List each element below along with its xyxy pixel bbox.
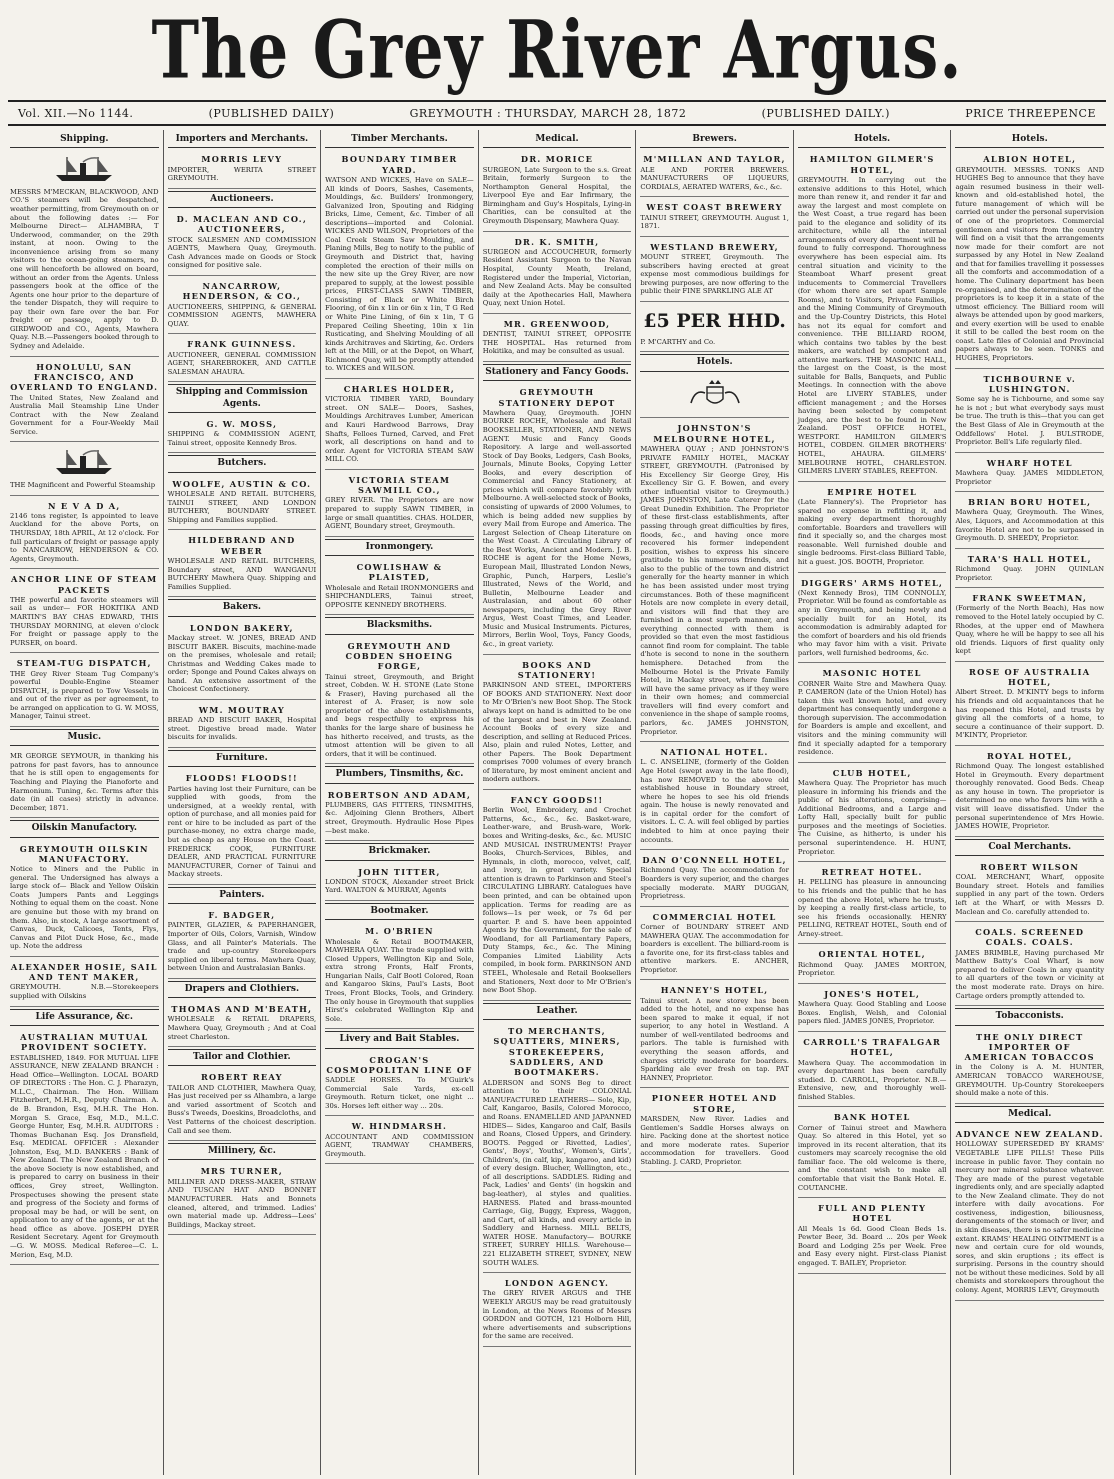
ad-heading: ALBION HOTEL, bbox=[983, 154, 1077, 165]
advertisement bbox=[10, 959, 159, 1007]
ad-body: AUCTIONEERS, SHIPPING, & GENERAL COMMISSION AGENTS, MAWHERA QUAY. bbox=[167, 302, 317, 328]
advertisement bbox=[10, 655, 159, 727]
ad-body: ALDERSON and SONS Beg to direct attention to their COLONIAL MANUFACTURED LEATHERS— Sole, Kip, Calf, Kangaroo, Basils, Colored Morocco, and Roans. ENAMELLED AND JAPANNED HIDES— Sides, Kangaroo and Calf, Basils and Roans, Closed Uppers, and Grindery. BOOTS. Pegged or Rivetted, Ladies', Gents', Boys', Youths', Women's, Girls', Children's, (in calf, kip, kangaroo, and kid) of every design. Blucher, Wellington, etc., of all descriptions. SADDLES. Riding and Pack, Ladies' and Gents' (in hogskin and bag-leather), al styles and qualities. HARNESS. Plated and brass-mounted Carriage, Gig, Buggy, Express, Waggon, and Cart, of all kinds, and every article in Saddlery and Harness. MILL BELTS, WATER HOSE. Manufactory— BOURKE STREET, SURREY HILLS. Warehouse— 221 ELIZABETH STREET, SYDNEY, NEW SOUTH WALES. bbox=[482, 1078, 632, 1267]
section-header: Hotels. bbox=[640, 354, 789, 371]
advertisement bbox=[640, 744, 789, 850]
ad-body: JAMES BRIMBLE, Having purchased Mr Matthew Batty's Coal Wharf, is now prepared to deliver Coals in any quantity to all quarters of the town or vicinity at the most moderate rate. Drays on hire. Cartage orders promptly attended to. bbox=[955, 948, 1105, 1000]
ad-heading: ALEXANDER HOSIE, SAIL AND TENT MAKER, bbox=[10, 961, 158, 983]
advertisement bbox=[483, 234, 632, 314]
advertisement bbox=[798, 1034, 947, 1107]
ad-body: GREYMOUTH. In carrying out the extensive additions to this Hotel, which more than renew it, and render it far and away the largest and most complete on the West Coast, a true regard has been paid to the elegance and solidity of its architecture, while all the internal arrangements of every department will be found to fully correspond. Thoroughness everywhere has been especial aim. Its central situation and vicinity to the Steamboat Wharf present great inducements to Commercial Travellers (for whom there are set apart Sample Rooms), and to Visitors, Private Families, and the Mining Community of Greymouth and the Up-Country Districts, this Hotel has not its equal for comfort and convenience. THE BILLIARD ROOM, which contains two tables by the best makers, are watched by competent and attentive markers. THE MASONIC HALL, the largest on the Coast, is the most suitable for Balls, Banquets, and Public Meetings. In connection with the above Hotel are LIVERY STABLES, under efficient management ; and the Horses having been selected by competent judges, are the best to be found in New Zealand. POST OFFICE HOTEL, WESTPORT. HAMILTON GILMER'S HOTEL, COBDEN. GILMER BROTHERS' HOTEL, AHAURA. GILMERS' MELBOURNE HOTEL, CHARLESTON. GILMERS LIVERY STABLES, REEFTON. bbox=[797, 175, 947, 476]
advertisement bbox=[325, 864, 474, 901]
advertisement bbox=[168, 278, 317, 334]
advertisement bbox=[325, 472, 474, 537]
ad-body: MOUNT STREET, Greymouth. The subscribers having erected at great expense most commodious buildings for brewing purposes, are now offering to the public their FINE SPARKLING ALE AT bbox=[640, 253, 789, 296]
ad-heading: ROSE OF AUSTRALIA HOTEL, bbox=[969, 666, 1091, 688]
advertisement bbox=[798, 765, 947, 862]
ad-body: WHOLESALE & RETAIL DRAPERS, Mawhera Quay, Greymouth ; And at Coal street Charleston. bbox=[167, 1015, 317, 1041]
ad-heading: ROBERTSON AND ADAM, bbox=[327, 789, 472, 800]
ad-body: SURGEON, Late Surgeon to the s.s. Great Britain, formerly Surgeon to the Northampton General Hospital, the Liverpool Eye and Ear Infirmary, the Birmingham and Guy's Hospitals, Lying-in Charities, can be consulted at the Greymouth Dispensary, Mawhera Quay. bbox=[482, 165, 632, 226]
advertisement bbox=[168, 336, 317, 382]
ad-heading: BRIAN BORU HOTEL, bbox=[968, 497, 1092, 508]
ad-heading: ADVANCE NEW ZEALAND. bbox=[955, 1129, 1104, 1140]
ad-body: Wholesale and Retail IRONMONGERS and SHIPCHANDLERS, Tainui street, OPPOSITE KENNEDY BROTHERS. bbox=[325, 583, 474, 609]
advertisement bbox=[955, 590, 1104, 662]
ad-heading: JOHN TITTER, bbox=[358, 866, 441, 877]
ad-body: ACCOUNTANT AND COMMISSION AGENT, TRAMWAY CHAMBERS, Greymouth. bbox=[325, 1132, 474, 1158]
ad-heading: WHARF HOTEL bbox=[986, 457, 1073, 468]
ad-body: Albert Street. D. M'KINTY begs to inform his friends and old acquaintances that he has reopened this Hotel, and trusts by giving all the comforts of a home, to secure a continuance of their support. D. M'KINTY, Proprietor. bbox=[955, 688, 1105, 740]
advertisement bbox=[955, 1029, 1104, 1104]
advertisement bbox=[168, 532, 317, 597]
royal-crest-icon bbox=[640, 379, 789, 412]
advertisement bbox=[168, 702, 317, 748]
ad-body: WHOLESALE AND RETAIL BUTCHERS, TAINUI STREET, AND LONDON BUTCHERY, BOUNDARY STREET. Shipping and Families supplied. bbox=[167, 490, 317, 524]
ad-heading: JOHNSTON'S MELBOURNE HOTEL, bbox=[653, 423, 776, 444]
advertisement-columns bbox=[6, 130, 1108, 1475]
advertisement bbox=[168, 211, 317, 276]
advertisement bbox=[10, 444, 159, 495]
advertisement bbox=[798, 864, 947, 944]
ad-heading: F. BADGER, bbox=[208, 910, 276, 921]
advertisement bbox=[168, 907, 317, 979]
section-header: Furniture. bbox=[168, 750, 317, 767]
column-7 bbox=[951, 130, 1108, 1475]
advertisement bbox=[10, 1029, 159, 1265]
section-header: Auctioneers. bbox=[168, 191, 317, 208]
ad-body: GREY RIVER. The Proprietors are now prepared to supply SAWN TIMBER, in large or small quantities. CHAS. HOLDER, AGENT, Boundary street, Greymouth. bbox=[325, 496, 474, 531]
ad-body: AUCTIONEER, GENERAL COMMISSION AGENT, SHAREBROKER, AND CATTLE SALESMAN AHAURA. bbox=[167, 350, 317, 376]
advertisement bbox=[10, 359, 159, 443]
ad-body: COAL MERCHANT, Wharf, opposite Boundary street. Hotels and families supplied in any part of the town. Orders left at the Wharf, or with Messrs D. Maclean and Co. carefully attended to. bbox=[955, 873, 1105, 916]
section-header: Stationery and Fancy Goods. bbox=[483, 364, 632, 381]
advertisement bbox=[10, 749, 159, 818]
ad-body: THE Magnificent and Powerful Steamship bbox=[10, 480, 156, 489]
ad-body: THE powerful and favorite steamers will sail as under— FOR HOKITIKA AND MARTIN'S BAY CHAS EDWARD, THIS THURSDAY MORNING, at eleven o'clock For freight or passage apply to the PURSER, on board. bbox=[10, 595, 159, 647]
ad-heading: ROYAL HOTEL, bbox=[986, 750, 1073, 761]
section-header: Tobacconists. bbox=[955, 1008, 1104, 1025]
ad-body: Notice to Miners and the Public in general. The Undersigned has always a large stock of— Black and Yellow Oilskin Coats Jumpers Pants and Leggings Nothing to equal them on the coast. None are genuine but those with my brand on them. Also, in stock, A large assortment of Canvas, Duck, Calicoes, Tents, Flys, Canvas and Pilot Duck Hose, &c., made up. Note the address bbox=[10, 865, 159, 951]
ad-body: MAWHERA QUAY ; AND JOHNSTON'S PRIVATE FAMILY HOTEL, MACKAY STREET, GREYMOUTH. (Patronised by His Excellency Sir George Grey, His Excellency Sir G. F. Bowen, and every other influential visitor to Greymouth.) JAMES JOHNSTON, Late Caterer for the Great Dunedin Exhibition. The Proprietor of these first-class establishments, after passing through great difficulties by fires, floods, &c., and having once more recovered his former independent position, wishes to express his sincere gratitude to his numerous friends, and also to the public of the town and district generally for the hearty manner in which he has been assisted under most trying circumstances. Both of these magnificent Hotels are now complete in every detail, and visitors will find that they are furnished in a most superb manner, and everything connected with them is provided so that even the most fastidious cannot find room for complaint. The table d'hote is second to none in the southern hemisphere. Detached from the Melbourne Hotel is the Private Family Hotel, in Mackay street, where families will have the same privacy as if they were in their own homes; and commercial travellers will find every comfort and convenience in the shape of sample rooms, parlors, &c. JAMES JOHNSTON, Proprietor. bbox=[640, 444, 789, 736]
ad-body: All Meals 1s 6d. Good Clean Beds 1s. Pewter Beer, 3d. Board ... 20s per Week Board and Lodging 25s per Week. Free and Easy every night. First-class Pianist engaged. T. BAILEY, Proprietor. bbox=[797, 1224, 947, 1268]
section-header: Leather. bbox=[483, 1003, 632, 1020]
ad-body: 2146 tons register, Is appointed to leave Auckland for the above Ports, on THURSDAY, 18th APRIL, At 12 o'clock. For full particulars of freight or passage apply to NANCARROW, HENDERSON & CO. Agents, Greymouth. bbox=[10, 511, 159, 563]
ad-body: MESSRS M'MECKAN, BLACKWOOD, AND CO.'S steamers will be despatched, weather permitting, from Greymouth on or about the following dates :— For Melbourne Direct— ALHAMBRA, T Underwood, commander, on the 29th instant, at noon. Owing to the inconvenience arising from so many visitors to the ocean-going steamers, no one will henceforth be allowed on board, without an order from the Agents. Unless passengers book at the office of the Agents one hour prior to the departure of the tender Dispatch, they will require to pay their own fare over the bar. For freight or passage, apply to D. GIRDWOOD and CO., Agents, Mawhera Quay. N.B.—Passengers booked through to Sydney and Adelaide. bbox=[10, 187, 159, 351]
section-header: Music. bbox=[10, 729, 159, 746]
ad-body: SADDLE HORSES. To M'Guirk's Commercial Sale Yards, ex-cell Greymouth. Return ticket, one night ... 30s. Horses left either way ... 20s. bbox=[325, 1076, 474, 1110]
advertisement bbox=[325, 787, 474, 842]
ad-heading: M'MILLAN AND TAYLOR, bbox=[643, 154, 786, 165]
ad-price: £5 PER HHD. bbox=[643, 309, 786, 332]
ad-heading: HILDEBRAND AND WEBER bbox=[188, 535, 296, 556]
ad-body: Corner of BOUNDARY STREET AND MAWHERA QUAY. The accommodation for boarders is excellent. The billiard-room is a favorite one, for its first-class tables and attentive markers. E. ANCHER, Proprietor. bbox=[640, 922, 789, 974]
ad-body: VICTORIA TIMBER YARD, Boundary street. ON SALE— Doors, Sashes, Mouldings Architraves Lumber, American and Kauri Hardwood Barrows, Dray Shafts, Felloes Turned, Carved, and Fret work, all descriptions on hand and to order. Agent for VICTORIA STEAM SAW MILL CO. bbox=[325, 395, 474, 464]
advertisement bbox=[640, 852, 789, 907]
ad-heading: M. O'BRIEN bbox=[365, 926, 434, 937]
ad-heading: GREYMOUTH AND COBDEN SHOEING FORGE, bbox=[345, 640, 454, 672]
dateline bbox=[8, 100, 1106, 126]
advertisement bbox=[325, 1052, 474, 1117]
published-daily-right: (PUBLISHED DAILY.) bbox=[761, 106, 890, 120]
ad-body: Berlin Wool, Embroidery, and Crochet Patterns, &c., &c., &c. Basket-ware, Leather-ware, and Brush-ware, Work-boxes and Writing-desks, &c., &c. MUSIC AND MUSICAL INSTRUMENTS! Prayer Books, Church-Services, Bibles, and Hymnals, in cloth, morocco, velvet, calf, and ivory, in great variety. Special attention is drawn to Parkinson and Steel's CIRCULATING LIBRARY. Catalogues have been printed, and can be obtained upon application. Terms for reading are as follows—1s per week, or 7s 6d per quarter. P. and S. have been appointed Agents by the Government, for the sale of Woodland, for all Parliamentary Papers, Duty Stamps, &c., &c. The Mining Companies Limited Liability Acts compiled, in book form. PARKINSON AND STEEL, Wholesale and Retail Booksellers and Stationers, Next door to Mr O'Brien's new Boot Shop. bbox=[482, 806, 632, 995]
volume-number: Vol. XII.—No 1144. bbox=[18, 106, 134, 120]
column-6 bbox=[794, 130, 952, 1475]
ad-body: DENTIST, TAINUI STREET, OPPOSITE THE HOSPITAL. Has returned from Hokitika, and may be consulted as usual. bbox=[482, 330, 632, 356]
ad-heading: HONOLULU, SAN FRANCISCO, AND OVERLAND TO ENGLAND. bbox=[10, 361, 159, 393]
price: PRICE THREEPENCE bbox=[965, 106, 1096, 120]
ad-heading: COMMERCIAL HOTEL bbox=[652, 911, 777, 922]
advertisement bbox=[640, 304, 789, 353]
ad-body: WHOLESALE AND RETAIL BUTCHERS, Boundary street, AND WANGANUI BUTCHERY Mawhera Quay. Shipping and Families Supplied. bbox=[167, 557, 317, 591]
section-header: Livery and Bait Stables. bbox=[325, 1031, 474, 1048]
ad-heading: TARA'S HALL HOTEL, bbox=[967, 553, 1092, 564]
ad-heading: GREYMOUTH OILSKIN MANUFACTORY. bbox=[19, 843, 149, 864]
advertisement bbox=[640, 199, 789, 236]
ad-heading: ROBERT WILSON bbox=[980, 862, 1080, 872]
ad-heading: THOMAS AND M'BEATH, bbox=[171, 1004, 313, 1015]
section-header: Bootmaker. bbox=[325, 903, 474, 920]
ad-heading: WOOLFE, AUSTIN & CO. bbox=[172, 478, 312, 489]
ad-heading: ANCHOR LINE OF STEAM PACKETS bbox=[11, 574, 158, 595]
section-header: Drapers and Clothiers. bbox=[168, 981, 317, 998]
advertisement bbox=[483, 316, 632, 362]
ad-body: MR GEORGE SEYMOUR, in thanking his patrons for past favors, has to announce that he is still open to engagements for Teaching and Playing the Pianoforte and Harmonium. Tuning, &c. Terms after this date (in all cases) strictly in advance. December, 1871. bbox=[10, 752, 159, 812]
ad-heading: JONES'S HOTEL, bbox=[824, 988, 921, 999]
ad-heading: COALS. SCREENED COALS. COALS. bbox=[975, 927, 1085, 948]
ad-heading: D. MACLEAN AND CO., AUCTIONEERS, bbox=[176, 214, 308, 235]
advertisement bbox=[640, 420, 789, 742]
ad-body: LONDON STOCK, Alexander street Brick Yard. WALTON & MURRAY, Agents bbox=[325, 877, 474, 895]
ad-heading: FRANK GUINNESS. bbox=[187, 339, 297, 350]
advertisement bbox=[483, 1023, 632, 1273]
ad-body: Mawhera Quay. The Proprietor has much pleasure in informing his friends and the public of his alterations, comprising— Additional Bedrooms, and a Large and Lofty Hall, specially built for public purposes and the meetings of Societies. The Cuisine, as hitherto, is under his personal superintendence. H. HUNT, Proprietor. bbox=[797, 779, 947, 856]
advertisement bbox=[955, 859, 1104, 922]
section-header: Plumbers, Tinsmiths, &c. bbox=[325, 766, 474, 783]
ad-heading: BANK HOTEL bbox=[833, 1112, 911, 1123]
advertisement bbox=[325, 923, 474, 1029]
ad-body: P. M'CARTHY and Co. bbox=[640, 337, 716, 346]
ad-body: Richmond Quay. The longest established Hotel in Greymouth. Every department thoroughly renovated. Good Beds. Cheap as any house in town. The proprietor is determined no one who favors him with a visit will leave dissatisfied. Under the personal superintendence of Mrs Howie. JAMES HOWIE, Proprietor. bbox=[955, 762, 1105, 831]
advertisement bbox=[955, 551, 1104, 588]
ad-heading: RETREAT HOTEL. bbox=[821, 867, 923, 878]
section-header: Brickmaker. bbox=[325, 843, 474, 860]
ad-body: PARKINSON AND STEEL, IMPORTERS OF BOOKS AND STATIONERY. Next door to Mr O'Brien's new Boot Shop. The Stock always kept on hand is admitted to be one of the largest and best in New Zealand. Account Books of every size and description, and selling at Reduced Prices. Also, plain and ruled Notes, Letter, and other Papers. The Book Department comprises 7000 volumes of every branch of literature, by most eminent ancient and modern authors. bbox=[482, 681, 632, 784]
advertisement bbox=[483, 792, 632, 1001]
ad-heading: MORRIS LEVY bbox=[201, 154, 283, 165]
ad-heading: MR. GREENWOOD, bbox=[503, 318, 611, 329]
ad-heading: WEST COAST BREWERY bbox=[646, 202, 783, 213]
advertisement bbox=[168, 1001, 317, 1047]
ad-body: Corner of Tainui street and Mawhera Quay. So altered in this Hotel, yet so improved in its recent alteration, that its customers may scarcely recognise the old familiar face. The old welcome is there, and the constant wish to make all comfortable that visit the Bank Hotel. E. COUTANCHE. bbox=[797, 1123, 947, 1192]
advertisement bbox=[10, 571, 159, 653]
ad-heading: TICHBOURNE v. LUSHINGTON. bbox=[983, 373, 1077, 394]
ad-body: (Formerly of the North Beach), Has now removed to the Hotel lately occupied by C. Rhodes, at the upper end of Mawhera Quay, where he will be happy to see all his old friends. Liquors of first quality only kept bbox=[955, 604, 1105, 656]
advertisement bbox=[168, 1069, 317, 1141]
advertisement bbox=[798, 1200, 947, 1273]
steamship-icon bbox=[10, 448, 159, 479]
ad-body: PAINTER, GLAZIER, & PAPERHANGER, Importer of Oils, Colors, Varnish, Window Glass, and all Painter's Materials. The trade and up-country Storekeepers supplied on liberal terms. Mawhera Quay, between Union and Australasian Banks. bbox=[167, 921, 317, 973]
advertisement bbox=[483, 151, 632, 231]
advertisement bbox=[955, 371, 1104, 453]
ad-heading: CHARLES HOLDER, bbox=[343, 383, 456, 394]
ad-heading: ORIENTAL HOTEL, bbox=[818, 949, 926, 960]
ad-heading: MRS TURNER, bbox=[200, 1166, 284, 1177]
advertisement bbox=[798, 1109, 947, 1198]
advertisement bbox=[640, 239, 789, 302]
advertisement bbox=[640, 1090, 789, 1172]
ad-heading: HAMILTON GILMER'S HOTEL, bbox=[809, 154, 935, 175]
ad-heading: BOUNDARY TIMBER YARD. bbox=[341, 154, 458, 175]
ad-heading: NATIONAL HOTEL. bbox=[660, 747, 769, 758]
section-header: Medical. bbox=[483, 132, 632, 148]
section-header: Oilskin Manufactory. bbox=[10, 820, 159, 837]
ad-body: Mawhera Quay. The accommodation in every department has been carefully studied. D. CARROLL, Proprietor. N.B.—Extensive, new, and thoroughly well-finished Stables. bbox=[797, 1058, 947, 1101]
ad-heading: CARROLL'S TRAFALGAR HOTEL, bbox=[803, 1036, 942, 1058]
ad-body: STOCK SALESMEN AND COMMISSION AGENTS, Mawhera Quay, Greymouth. Cash Advances made on Goods or Stock consigned for positive sale. bbox=[167, 235, 317, 270]
section-header: Bakers. bbox=[168, 599, 317, 616]
ad-body: SHIPPING & COMMISSION AGENT, Tainui street, opposite Kennedy Bros. bbox=[167, 430, 317, 447]
ad-heading: DR. MORICE bbox=[520, 154, 594, 165]
ad-heading: HANNEY'S HOTEL, bbox=[660, 985, 769, 996]
section-header: Blacksmiths. bbox=[325, 617, 474, 634]
advertisement bbox=[483, 384, 632, 654]
ad-body: H. PELLING has pleasure in announcing to his friends and the public that he has opened the above Hotel, where he trusts, by keeping a really first-class article, to see his friends occasionally. HENRY PELLING, RETREAT HOTEL, South end of Arney-street. bbox=[797, 878, 947, 938]
ad-body: Wholesale & Retail BOOTMAKER, MAWHERA QUAY. The trade supplied with Closed Uppers, Wellington Kip and Sole, extra strong Fronts, Half Fronts, Hungarian Nails, Calf Bootl Colored, Roan and Kangaroo Skins, Paul's Lasts, Boot Trees, Front Blocks, Tools, and Grindery. The only house in Greymouth that supplies Hirst's celebrated Wellington Kip and Sole. bbox=[325, 937, 474, 1023]
ad-heading: MASONIC HOTEL bbox=[822, 668, 922, 679]
ad-body: L. C. ANSELINE, (formerly of the Golden Age Hotel (swept away in the late flood), has now REMOVED to the above old established house in Boundary street, where he hopes to see his old friends again. The house is newly renovated and is in capital order for the comfort of visitors. L. C. A. will feel obliged by parties indebted to him at once paying their accounts. bbox=[640, 758, 789, 844]
ad-heading: G. W. MOSS, bbox=[206, 419, 278, 430]
advertisement bbox=[798, 946, 947, 983]
section-header: Shipping and Commission Agents. bbox=[168, 384, 317, 413]
ad-body: Mawhera Quay, Greymouth. The Wines, Ales, Liquors, and Accommodation at this favorite Hotel are not to be surpassed in Greymouth. D. SHEEDY, Proprietor. bbox=[955, 508, 1105, 543]
ad-body: HOLLOWAY SUPERSEDED BY KRAMS' VEGETABLE LIFE PILLS! These Pills increase in public favor. They contain no mercury nor mineral substance whatever. They are made of the purest vegetable ingredients only, and are specially adapted to the New Zealand climate. They do not interfere with daily avocations. For costiveness, indigestion, biliousness, derangements of the stomach or liver, and in skin diseases, there is no safer medicine extant. KRAMS' HEALING OINTMENT is a new and certain cure for old wounds, sores, and skin eruptions ; its effect is surprising. Persons in the country should not be without these medicines. Sold by all chemists and storekeepers throughout the colony. Agent, MORRIS LEVY, Greymouth bbox=[955, 1140, 1105, 1294]
section-header: Tailor and Clothier. bbox=[168, 1049, 317, 1066]
advertisement bbox=[168, 770, 317, 885]
masthead bbox=[0, 0, 1114, 100]
ad-body: Richmond Quay. JOHN QUINLAN Proprietor. bbox=[955, 564, 1105, 582]
ad-body: IMPORTER, WERITA STREET GREYMOUTH. bbox=[167, 165, 317, 183]
section-header: Hotels. bbox=[955, 132, 1104, 148]
ad-heading: LONDON BAKERY, bbox=[189, 622, 294, 633]
advertisement bbox=[10, 151, 159, 356]
advertisement bbox=[325, 559, 474, 615]
column-5 bbox=[636, 130, 794, 1475]
advertisement bbox=[955, 924, 1104, 1006]
ad-body: (Next Kennedy Bros), TIM CONNOLLY, Proprietor. Will be found as comfortable as any in Greymouth, and being newly and specially built for an Hotel, its accommodation is admirably adapted for the comfort of boarders and his old friends who may favor him with a visit. Private parlors, well furnished bedrooms, &c. bbox=[797, 588, 947, 657]
ad-heading: BOOKS AND STATIONERY! bbox=[517, 659, 597, 680]
ad-body: Mawhera Quay. JAMES MIDDLETON, Proprietor bbox=[955, 468, 1105, 486]
ad-body: (Late Flannery's). The Proprietor has spared no expense in refitting it, and making every department thoroughly comfortable. Boarders and travellers will find it specially so, and the charges most reasonable. Well furnished double and single bedrooms. First-class Billiard Table, hit a guest. JOS. BOOTH, Proprietor. bbox=[797, 498, 947, 566]
section-header: Brewers. bbox=[640, 132, 789, 148]
ad-heading: STEAM-TUG DISPATCH, bbox=[16, 658, 152, 669]
advertisement bbox=[483, 657, 632, 790]
ad-heading: CROGAN'S COSMOPOLITAN LINE OF bbox=[326, 1054, 473, 1075]
ad-heading: ROBERT REAY bbox=[200, 1072, 283, 1083]
ad-body: THE Grey River Steam Tug Company's powerful Double-Engine Steamer DISPATCH, is prepared to Tow Vessels in and out of the river as per agreement, to be arranged on application to G. W. MOSS, Manager, Tainui street. bbox=[10, 669, 159, 721]
advertisement bbox=[168, 476, 317, 531]
advertisement bbox=[10, 498, 159, 570]
ad-heading: NANCARROW, HENDERSON, & CO., bbox=[182, 281, 302, 302]
advertisement bbox=[955, 748, 1104, 837]
steamship-icon bbox=[10, 155, 159, 186]
ad-heading: DR. K. SMITH, bbox=[514, 236, 600, 247]
column-3 bbox=[321, 130, 479, 1475]
advertisement bbox=[168, 151, 317, 188]
ad-heading: COWLISHAW & PLAISTED, bbox=[356, 561, 443, 583]
ad-body: PLUMBERS, GAS FITTERS, TINSMITHS, &c. Adjoining Glenn Brothers, Albert street, Greymouth. Hydraulic Hose Pipes—best make. bbox=[325, 800, 474, 835]
section-header: Butchers. bbox=[168, 455, 317, 472]
section-header: Shipping. bbox=[10, 132, 159, 148]
ad-body: WATSON AND WICKES, Have on SALE— All kinds of Doors, Sashes, Casements, Mouldings, &c. Builders' Ironmongery, Galvanized Iron, Spouting and Ridging Bricks, Lime, Cement, &c. Timber of all descriptions—imported and Colonial. WICKES AND WILSON, Proprietors of the Coal Creek Steam Saw Moulding, and Planing Mills, Beg to notify to the public of Greymouth and District that, having completed the erection of their mills on the new site up the Grey River, are now prepared to supply, at the lowest possible prices, FIRST-CLASS SAWN TIMBER, Consisting of Black or White Birch Flooring, of 6in x 1in or 6in x 1in, T G Red or White Pine Lining, of 6in x 1in, T G Prepared Ceiling Sheeting, 10in x 1in Rusticating, and Shelving Moulding of all kinds Architraves and Skirting, &c. Orders left at the Mill, or at the Depot, on Wharf, Richmond Quay, will be promptly attended to. WICKES and WILSON. bbox=[325, 175, 474, 373]
advertisement bbox=[325, 151, 474, 379]
ad-body: TAILOR AND CLOTHIER, Mawhera Quay, Has just received per ss Alhambra, a large and varied assortment of Scotch and Buss's Tweeds, Doeskins, Broadcloths, and Vest Patterns of the choicest description. Call and see them. bbox=[167, 1083, 317, 1135]
ad-heading: EMPIRE HOTEL bbox=[827, 486, 918, 497]
ad-heading: CLUB HOTEL, bbox=[832, 767, 912, 778]
ad-body: MARSDEN, New River. Ladies and Gentlemen's Saddle Horses always on hire. Packing done at the shortest notice and more moderate rates. Superior accommodation for travellers. Good Stabling. J. CARD, Proprietor. bbox=[640, 1114, 789, 1166]
ad-heading: FANCY GOODS!! bbox=[510, 795, 604, 806]
advertisement bbox=[325, 381, 474, 470]
ad-body: GREYMOUTH. MESSRS. TONKS AND HUGHES Beg to announce that they have again resumed business in their well-known and old-established hotel, the future management of which will be carried out under the personal supervision of one of the proprietors. Commercial gentlemen and visitors from the country will find on a visit that the arrangements now made for their comfort are not surpassed by any Hotel in New Zealand and that for families travelling it possesses all the comforts and accommodation of a home. The Culinary department has been re-organised, and the determination of the proprietors is to keep it in a state of the utmost efficiency. The Billiard room will always be attended upon by good markers, and every exertion will be used to enable it still to be called the best room on the coast. Late files of Colonial and Provincial papers always to be seen. TONKS and HUGHES, Proprietors. bbox=[955, 165, 1105, 363]
advertisement bbox=[955, 151, 1104, 368]
column-4 bbox=[479, 130, 637, 1475]
published-daily-left: (PUBLISHED DAILY) bbox=[208, 106, 335, 120]
advertisement bbox=[955, 1126, 1104, 1300]
ad-body: Richmond Quay. The accommodation for Boarders is very superior, and the charges specially moderate. MARY DUGGAN, Proprietress. bbox=[640, 866, 789, 901]
advertisement bbox=[168, 620, 317, 700]
column-1 bbox=[6, 130, 164, 1475]
ad-heading: THE ONLY DIRECT IMPORTER OF AMERICAN TOBACCOS bbox=[964, 1031, 1095, 1063]
advertisement bbox=[798, 986, 947, 1032]
ad-body: Tainui street. A new storey has been added to the hotel, and no expense has been spared to make it equal, if not superior, to any hotel in Westland. A number of well-ventilated bedrooms and parlors. The table is furnished with everything the season affords, and charges strictly moderate for boarders. Sparkling ale ever fresh on tap. PAT HANNEY, Proprietor. bbox=[640, 996, 789, 1082]
ad-body: Tainui street, Greymouth, and Bright street, Cobden. W. H. STONE (Late Stone & Fraser), Having purchased all the interest of A. Fraser, is now sole proprietor of the above establishments, and begs respectfully to express his thanks for the large share of business he has hitherto received, and trusts, as the utmost attention will be given to all orders, that it will be continued. bbox=[325, 672, 474, 758]
ad-body: The United States, New Zealand and Australia Mail Steamship Line Under Contract with the New Zealand Government for a Four-Weekly Mail Service. bbox=[10, 393, 159, 436]
advertisement bbox=[483, 1275, 632, 1347]
ad-heading: FLOODS! FLOODS!! bbox=[185, 773, 298, 784]
ad-body: MILLINER AND DRESS-MAKER, STRAW AND TUSCAN HAT AND BONNET MANUFACTURER. Hats and Bonnets cleaned, altered, and trimmed. Ladies' own material made up. Address—Lees' Buildings, Mackay street. bbox=[167, 1177, 317, 1229]
advertisement bbox=[10, 841, 159, 957]
place-and-date: GREYMOUTH : THURSDAY, MARCH 28, 1872 bbox=[409, 106, 687, 120]
section-header: Timber Merchants. bbox=[325, 132, 474, 148]
advertisement bbox=[640, 375, 789, 419]
ad-heading: DAN O'CONNELL HOTEL, bbox=[642, 855, 787, 866]
ad-heading: VICTORIA STEAM SAWMILL CO., bbox=[348, 474, 451, 496]
ad-body: in the Colony is A. M. HUNTER, AMERICAN TOBACCO WAREHOUSE, GREYMOUTH. Up-Country Storekeepers should make a note of this. bbox=[955, 1063, 1105, 1098]
ad-body: Richmond Quay. JAMES MORTON, Proprietor. bbox=[797, 960, 947, 978]
section-header: Coal Merchants. bbox=[955, 839, 1104, 856]
section-header: Ironmongery. bbox=[325, 539, 474, 556]
ad-heading: TO MERCHANTS, SQUATTERS, MINERS, STOREKEEPERS, SADDLERS, AND BOOTMAKERS. bbox=[493, 1026, 621, 1078]
ad-heading: WM. MOUTRAY bbox=[198, 704, 285, 715]
ad-heading: WESTLAND BREWERY, bbox=[650, 241, 779, 252]
ad-body: Mackay street. W. JONES, BREAD AND BISCUIT BAKER. Biscuits, machine-made on the premises, wholesale and retail; Christmas and Wedding Cakes made to order; Sponge and Pound Cakes always on hand. An extensive assortment of the Choicest Confectionery. bbox=[167, 633, 317, 694]
advertisement bbox=[325, 1118, 474, 1164]
ad-body: TAINUI STREET, GREYMOUTH. August 1, 1871. bbox=[640, 213, 789, 231]
ad-body: ALE AND PORTER BREWERS. MANUFACTURERS OF LIQUEURS, CORDIALS, AERATED WATERS, &c., &c. bbox=[640, 165, 789, 191]
advertisement bbox=[168, 416, 317, 453]
advertisement bbox=[168, 1163, 317, 1235]
advertisement bbox=[955, 664, 1104, 746]
ad-heading: PIONEER HOTEL AND STORE, bbox=[651, 1093, 778, 1114]
advertisement bbox=[955, 455, 1104, 492]
ad-body: BREAD AND BISCUIT BAKER, Hospital street. Digestive bread made. Water biscuits for invalids. bbox=[167, 716, 317, 742]
ad-heading: N E V A D A, bbox=[47, 500, 121, 511]
advertisement bbox=[798, 575, 947, 664]
ad-body: Mawhera Quay. Good Stabling and Loose Boxes. English, Welsh, and Colonial papers filed. JAMES JONES, Proprietor. bbox=[797, 1000, 947, 1026]
advertisement bbox=[798, 484, 947, 573]
section-header: Millinery, &c. bbox=[168, 1143, 317, 1160]
section-header: Importers and Merchants. bbox=[168, 132, 317, 148]
ad-heading: FULL AND PLENTY HOTEL bbox=[818, 1203, 927, 1224]
ad-heading: FRANK SWEETMAN, bbox=[972, 593, 1088, 604]
ad-body: The GREY RIVER ARGUS and THE WEEKLY ARGUS may be read gratuitously in London, at the News Rooms of Messrs GORDON and GOTCH, 121 Holborn Hill, where advertisements and subscriptions for the same are received. bbox=[482, 1289, 632, 1341]
section-header: Painters. bbox=[168, 887, 317, 904]
advertisement bbox=[640, 909, 789, 981]
ad-body: Mawhera Quay, Greymouth. JOHN BOURKE ROCHE, Wholesale and Retail BOOKSELLER, STATIONER, AND NEWS AGENT. Music and Fancy Goods Repository. A large and well-assorted Stock of Day Books, Ledgers, Cash Books, Journals, Minute Books, Copying Letter Books, and every description of Commercial and Fancy Stationery, at prices which will compare favorably with Melbourne. A well-selected stock of Books, consisting of upwards of 2000 Volumes, to which is being added new supplies by every Mail from Europe and America. The Largest Selection of Cheap Literature on the West Coast. A Circulating Library of the Best Works, Ancient and Modern. J. B. ROCHE is agent for the Home News, European Mail, Illustrated London News, Graphic, Punch, Harpers, Leslie's Illustrated, News of the World, and Bulletin, Melbourne Leader and Australasian, and about 60 other newspapers, including the Grey River Argus, West Coast Times, and Leader. Music and Musical Instruments. Pictures, Mirrors, Berlin Wool, Toys, Fancy Goods, &c., in great variety. bbox=[482, 408, 632, 649]
ad-heading: W. HINDMARSH. bbox=[351, 1121, 448, 1132]
ad-body: ESTABLISHED, 1849. FOR MUTUAL LIFE ASSURANCE, NEW ZEALAND BRANCH : Head Office—Wellington. LOCAL BOARD OF DIRECTORS : The Hon. C. J. Pharazyn, M.L.C., Chairman. The Hon. William Fitzherbert, M.H.R., Deputy Chairman. A. de B. Brandon, Esq, M.H.R. The Hon. Morgan S. Grace, Esq, M.D., M.L.C. George Hunter, Esq, M.H.R. AUDITORS : Thomas Buchanan Esq. Jos Dransfield, Esq. MEDICAL OFFICER : Alexander Johnston, Esq, M.D. BANKERS : Bank of New Zealand. The New Zealand Branch of the above Society is now established, and is prepared to carry on business in their offices, Grey street, Wellington. Prospectuses showing the present state and progress of the Society and forms of proposal may be had, or will be sent, on application to any of the agents, or at the head office as above. JOSEPH DYER Resident Secretary. Agent for Greymouth—G. W. MOSS. Medical Referee—C. L. Merion, Esq, M.D. bbox=[10, 1053, 159, 1259]
advertisement bbox=[640, 982, 789, 1088]
ad-heading: DIGGERS' ARMS HOTEL, bbox=[801, 577, 944, 588]
ad-heading: AUSTRALIAN MUTUAL PROVIDENT SOCIETY. bbox=[20, 1031, 149, 1053]
advertisement bbox=[640, 151, 789, 197]
ad-body: SURGEON and ACCOUCHEUR, formerly Resident Assistant Surgeon to the Navan Hospital, County Meath, Ireland, Registered under the Imperial, Victorian, and New Zealand Acts. May be consulted daily at the Apothecaries Hall, Mawhera Quay, next Union Hotel. bbox=[482, 247, 632, 308]
section-header: Medical. bbox=[955, 1106, 1104, 1123]
section-header: Hotels. bbox=[798, 132, 947, 148]
advertisement bbox=[325, 638, 474, 765]
ad-heading: LONDON AGENCY. bbox=[504, 1278, 610, 1289]
advertisement bbox=[798, 151, 947, 481]
ad-heading: GREYMOUTH STATIONERY DEPOT bbox=[498, 387, 616, 408]
ad-body: GREYMOUTH. N.B.—Storekeepers supplied with Oilskins bbox=[10, 983, 159, 1001]
masthead-title: The Grey River Argus. bbox=[151, 3, 963, 97]
ad-body: Some say he is Tichbourne, and some say he is not ; but what everybody says must be true. The truth is this—that you can get the Best Glass of Ale in Greymouth at the Oddfellows' Hotel. J. BULSTRODE, Proprietor. Bell's Life regularly filed. bbox=[955, 395, 1105, 447]
advertisement bbox=[798, 665, 947, 762]
ad-body: CORNER Waite Stre and Mawhera Quay. P. CAMERON (late of the Union Hotel) has taken this well known hotel, and every department has consequently undergone a thorough supervision. The accommodation for Boarders is ample and excellent, and visitors and the mining community will find it specially adapted for a temporary residence. bbox=[797, 679, 947, 757]
advertisement bbox=[955, 494, 1104, 549]
column-2 bbox=[164, 130, 322, 1475]
section-header: Life Assurance, &c. bbox=[10, 1009, 159, 1026]
ad-body: Parties having lost their Furniture, can be supplied with goods, from the undersigned, at a weekly rental, with option of purchase, and all monies paid for rent or hire to be included as part of the purchase-money, no extra charge made, but as cheap as any House on the Coast. FREDERICK COOK, FURNITURE DEALER, AND PRACTICAL FURNITURE MANUFACTURER, Corner of Tainui and Mackay streets. bbox=[167, 784, 317, 879]
